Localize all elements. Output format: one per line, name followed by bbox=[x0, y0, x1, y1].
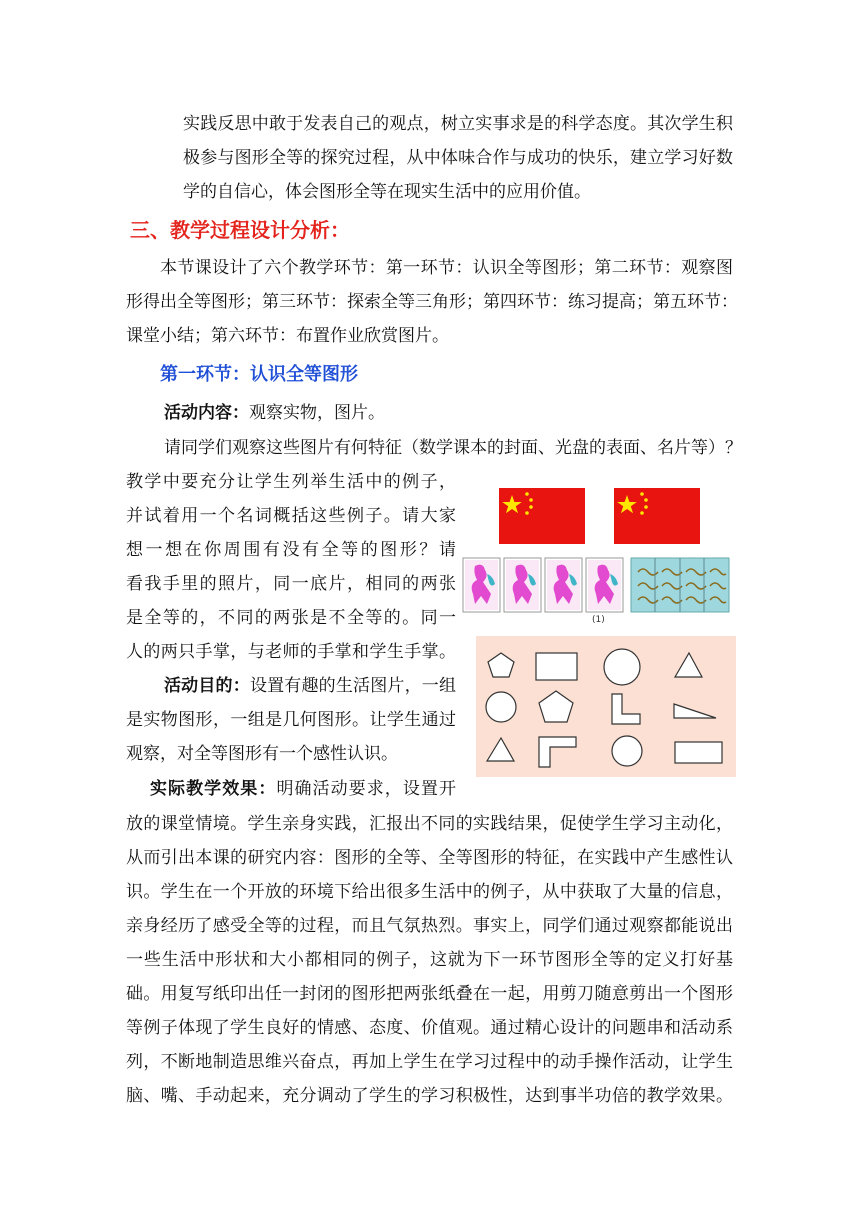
effect-line-4: 亲身经历了感受全等的过程，而且气氛热烈。事实上，同学们通过观察都能说出 bbox=[126, 916, 733, 936]
rectangle-shape bbox=[536, 653, 577, 680]
teaching-effect-first bbox=[150, 777, 456, 801]
activity-purpose-label: 活动目的： bbox=[164, 676, 250, 696]
effect-line-2: 从而引出本课的研究内容：图形的全等、全等图形的特征，在实践中产生感性认 bbox=[126, 848, 733, 868]
figure-caption: (1) bbox=[592, 615, 605, 625]
narrow-line-2: 并试着用一个名词概括这些例子。请大家 bbox=[126, 506, 456, 526]
activity-content bbox=[164, 401, 385, 425]
section-paragraph-line-1: 本节课设计了六个教学环节：第一环节：认识全等图形；第二环节：观察图 bbox=[160, 258, 733, 278]
activity-purpose-first bbox=[164, 674, 456, 698]
intro-line-2: 极参与图形全等的探究过程，从中体味合作与成功的快乐，建立学习好数 bbox=[183, 148, 733, 168]
section-paragraph-line-2: 形得出全等图形；第三环节：探索全等三角形；第四环节：练习提高；第五环节： bbox=[126, 292, 738, 312]
effect-line-3: 识。学生在一个开放的环境下给出很多生活中的例子，从中获取了大量的信息， bbox=[126, 882, 733, 902]
narrow-line-6: 人的两只手掌，与老师的手掌和学生手掌。 bbox=[126, 642, 456, 662]
figure-geometric-shapes bbox=[476, 636, 736, 777]
real-objects-illustration bbox=[460, 480, 740, 630]
narrow-line-5: 是全等的，不同的两张是不全等的。同一 bbox=[126, 608, 456, 628]
effect-line-5: 一些生活中形状和大小都相同的例子，这就为下一环节图形全等的定义打好基 bbox=[126, 950, 733, 970]
circle-shape bbox=[604, 649, 640, 685]
teaching-effect-label: 实际教学效果： bbox=[150, 779, 277, 799]
figure-real-objects bbox=[460, 480, 740, 630]
effect-line-7: 等例子体现了学生良好的情感、态度、价值观。通过精心设计的问题串和活动系 bbox=[126, 1018, 733, 1038]
geometric-shapes-illustration bbox=[476, 636, 736, 777]
question-line: 请同学们观察这些图片有何特征（数学课本的封面、光盘的表面、名片等）？ bbox=[164, 438, 742, 458]
activity-content-label: 活动内容： bbox=[164, 403, 249, 423]
narrow-line-1: 教学中要充分让学生列举生活中的例子， bbox=[126, 472, 456, 492]
effect-line-9: 脑、嘴、手动起来，充分调动了学生的学习积极性，达到事半功倍的教学效果。 bbox=[126, 1086, 733, 1106]
activity-content-text: 观察实物，图片。 bbox=[249, 403, 385, 423]
circle-shape-2 bbox=[612, 736, 642, 766]
narrow-line-4: 看我手里的照片，同一底片，相同的两张 bbox=[126, 574, 456, 594]
stage-heading: 第一环节：认识全等图形 bbox=[160, 364, 358, 385]
teaching-effect-text: 明确活动要求，设置开 bbox=[276, 779, 456, 799]
narrow-line-3: 想一想在你周围有没有全等的图形？请 bbox=[126, 540, 456, 560]
intro-line-1: 实践反思中敢于发表自己的观点，树立实事求是的科学态度。其次学生积 bbox=[183, 114, 733, 134]
section-heading: 三、教学过程设计分析： bbox=[130, 218, 350, 242]
intro-line-3: 学的自信心，体会图形全等在现实生活中的应用价值。 bbox=[183, 182, 591, 202]
effect-line-8: 列，不断地制造思维兴奋点，再加上学生在学习过程中的动手操作活动，让学生 bbox=[126, 1052, 733, 1072]
effect-line-1: 放的课堂情境。学生亲身实践，汇报出不同的实践结果，促使学生学习主动化， bbox=[126, 814, 733, 834]
activity-purpose-text: 设置有趣的生活图片，一组 bbox=[249, 676, 456, 696]
activity-purpose-line-3: 观察，对全等图形有一个感性认识。 bbox=[126, 744, 398, 764]
chinese-flag-1 bbox=[499, 488, 585, 544]
effect-line-6: 础。用复写纸印出任一封闭的图形把两张纸叠在一起，用剪刀随意剪出一个图形 bbox=[126, 984, 733, 1004]
rectangle-shape-2 bbox=[675, 742, 722, 763]
activity-purpose-line-2: 是实物图形，一组是几何图形。让学生通过 bbox=[126, 710, 456, 730]
circle-shape-small bbox=[486, 692, 516, 722]
photo-cards bbox=[463, 558, 623, 612]
pattern-tiles bbox=[631, 558, 729, 612]
section-paragraph-line-3: 课堂小结；第六环节：布置作业欣赏图片。 bbox=[126, 326, 449, 346]
chinese-flag-2 bbox=[614, 488, 700, 544]
